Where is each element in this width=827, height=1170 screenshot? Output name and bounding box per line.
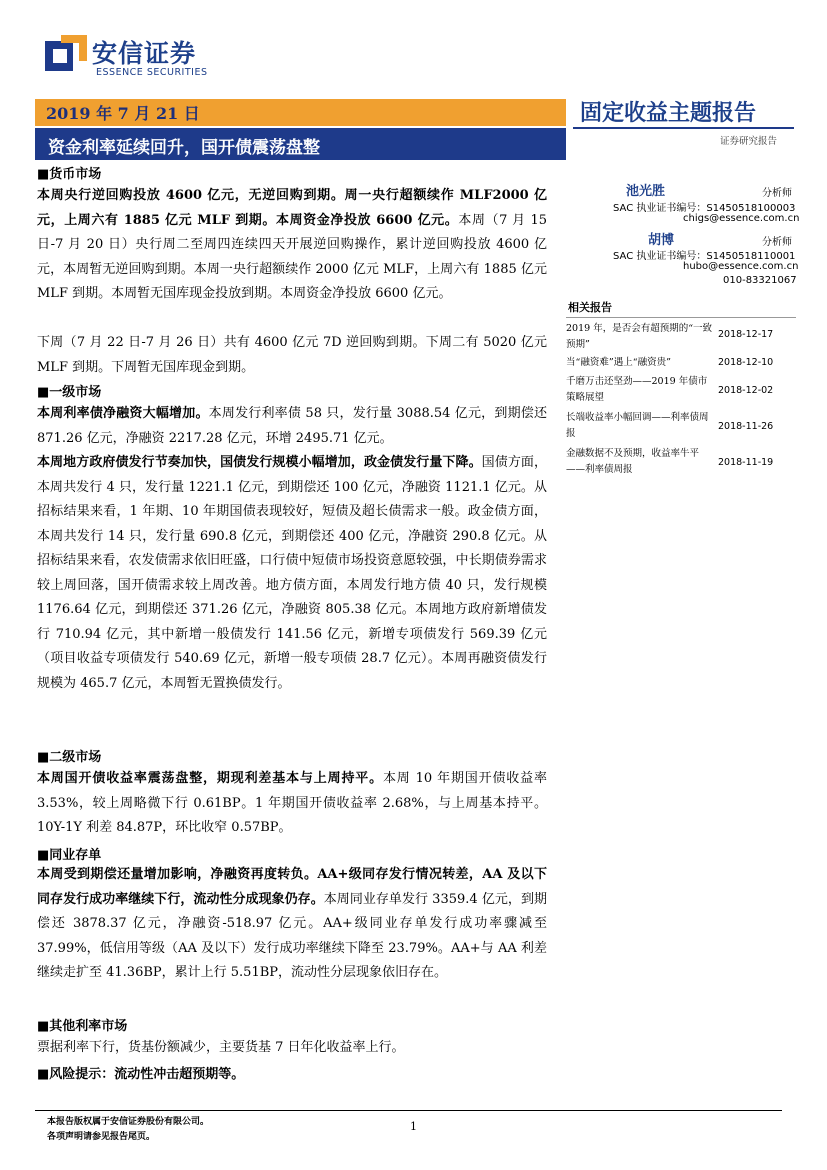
paragraph-body: 本周 10 年期国开债收益率 3.53%，较上周略微下行 0.61BP。1 年期国开债收益率 2.68%，与上周基本持平。10Y-1Y 利差 84.87P，环比收窄 0.57BP。 (37, 771, 547, 835)
related-report-link[interactable]: 长端收益率小幅回调——利率债周报 (566, 412, 709, 439)
footer-divider (35, 1110, 782, 1111)
paragraph-body: 本周发行利率债 58 只，发行量 3088.54 亿元，到期偿还 871.26 亿元，净融资 2217.28 亿元，环增 2495.71 亿元。 (37, 406, 547, 446)
logo-icon (45, 35, 87, 77)
report-date: 2019 年 7 月 21 日 (46, 104, 200, 123)
related-report-date: 2018-11-26 (718, 421, 774, 432)
section-heading-secondary-market: ■二级市场 (37, 750, 102, 765)
report-headline: 资金利率延续回升，国开债震荡盘整 (48, 138, 320, 158)
company-name-cn: 安信证券 (92, 39, 197, 68)
footer-copyright: 本报告版权属于安信证券股份有限公司。 (47, 1117, 210, 1127)
paragraph-money-market-1 (37, 184, 547, 307)
section-heading-other-rates: ■其他利率市场 (37, 1019, 128, 1034)
paragraph-lead: 本周地方政府债发行节奏加快，国债发行规模小幅增加，政金债发行量下降。 (37, 455, 482, 470)
paragraph-body: 本周同业存单发行 3359.4 亿元，到期偿还 3878.37 亿元，净融资-518.97 亿元。AA+级同业存单发行成功率骤减至 37.99%，低信用等级（AA 及以下）发行成功率继续下降至 23.79%。AA+与 AA 利差继续走扩至 41.36BP，累计上行 5.51BP，流动性分层现象依旧存在。 (37, 891, 547, 980)
related-report-date: 2018-12-02 (718, 385, 774, 396)
report-subtitle: 证券研究报告 (720, 136, 778, 147)
author-phone: 010-83321067 (723, 275, 797, 286)
section-heading-money-market: ■货币市场 (37, 167, 102, 182)
related-report-link[interactable]: 当“融资难”遇上“融资贵” (566, 357, 671, 368)
author-email: hubo@essence.com.cn (683, 261, 799, 272)
paragraph-other-rates: 票据利率下行，货基份额减少，主要货基 7 日年化收益率上行。 (37, 1040, 405, 1055)
author-name: 胡博 (648, 233, 675, 248)
paragraph-secondary-market (37, 767, 547, 841)
related-reports-title: 相关报告 (568, 301, 612, 314)
section-heading-ncd: ■同业存单 (37, 848, 102, 863)
author-email: chigs@essence.com.cn (683, 213, 800, 224)
report-type-title: 固定收益主题报告 (580, 100, 757, 126)
related-reports-divider (566, 317, 796, 318)
author-cert: SAC 执业证书编号：S1450518110001 (613, 251, 796, 262)
related-report-date: 2018-11-19 (718, 457, 774, 468)
paragraph-body: 国债方面，本周共发行 4 只，发行量 1221.1 亿元，到期偿还 100 亿元，净融资 1121.1 亿元。从招标结果来看，1 年期、10 年期国债表现较好，短债及超长债需求一般。政金债方面，本周共发行 14 只，发行量 690.8 亿元，到期偿还 400 亿元，净融资 290.8 亿元。从招标结果来看，农发债需求依旧旺盛，口行债中短债市场投资意愿较强，中长期债券需求较上周回落，国开债需求较上周改善。地方债方面，本周发行地方债 40 只，发行规模 1176.64 亿元，到期偿还 371.26 亿元，净融资 805.38 亿元。本周地方政府新增债发行 710.94 亿元，其中新增一般债发行 141.56 亿元，新增专项债发行 569.39 亿元（项目收益专项债发行 540.69 亿元，新增一般专项债 28.7 亿元）。本周再融资债发行规模为 465.7 亿元，本周暂无置换债发行。 (37, 455, 547, 691)
company-name-en: ESSENCE SECURITIES (96, 67, 208, 78)
footer-disclaimer (47, 1115, 209, 1145)
author-role: 分析师 (762, 188, 792, 199)
paragraph-money-market-2: 下周（7 月 22 日-7 月 26 日）共有 4600 亿元 7D 逆回购到期。下周二有 5020 亿元 MLF 到期。下周暂无国库现金到期。 (37, 335, 547, 375)
paragraph-lead: 本周利率债净融资大幅增加。 (37, 406, 209, 421)
title-divider (573, 127, 794, 129)
paragraph-primary-market-1 (37, 402, 547, 451)
paragraph-lead: 本周受到期偿还量增加影响，净融资再度转负。AA+级同存发行情况转差，AA 及以下同存发行成功率继续下行，流动性分成现象仍存。 (37, 867, 547, 907)
author-cert: SAC 执业证书编号：S1450518100003 (613, 203, 796, 214)
paragraph-lead: 本周国开债收益率震荡盘整，期现利差基本与上周持平。 (37, 771, 383, 786)
paragraph-primary-market-2 (37, 451, 547, 696)
paragraph-body: 本周（7 月 15 日-7 月 20 日）央行周二至周四连续四天开展逆回购操作，累计逆回购投放 4600 亿元，本周暂无逆回购到期。本周一央行超额续作 2000 亿元 MLF，上周六有 1885 亿元 MLF 到期。本周暂无国库现金投放到期。本周资金净投放 6600 亿元。 (37, 212, 548, 301)
paragraph-lead: 本周央行逆回购投放 4600 亿元，无逆回购到期。周一央行超额续作 MLF2000 亿元，上周六有 1885 亿元 MLF 到期。本周资金净投放 6600 亿元。 (37, 188, 547, 228)
related-report-date: 2018-12-17 (718, 329, 774, 340)
paragraph-ncd (37, 863, 547, 986)
author-name: 池光胜 (626, 184, 666, 199)
related-report-link[interactable]: 2019 年，是否会有超预期的“一致预期” (566, 323, 713, 350)
author-role: 分析师 (762, 237, 792, 248)
related-report-link[interactable]: 千磨万击还坚劲——2019 年债市策略展望 (566, 376, 708, 403)
page-number: 1 (410, 1120, 417, 1133)
section-heading-primary-market: ■一级市场 (37, 385, 102, 400)
related-report-link[interactable]: 金融数据不及预期，收益率牛平——利率债周报 (566, 448, 700, 475)
footer-notice: 各项声明请参见报告尾页。 (47, 1132, 156, 1142)
related-report-date: 2018-12-10 (718, 357, 774, 368)
risk-warning: ■风险提示：流动性冲击超预期等。 (37, 1067, 245, 1082)
